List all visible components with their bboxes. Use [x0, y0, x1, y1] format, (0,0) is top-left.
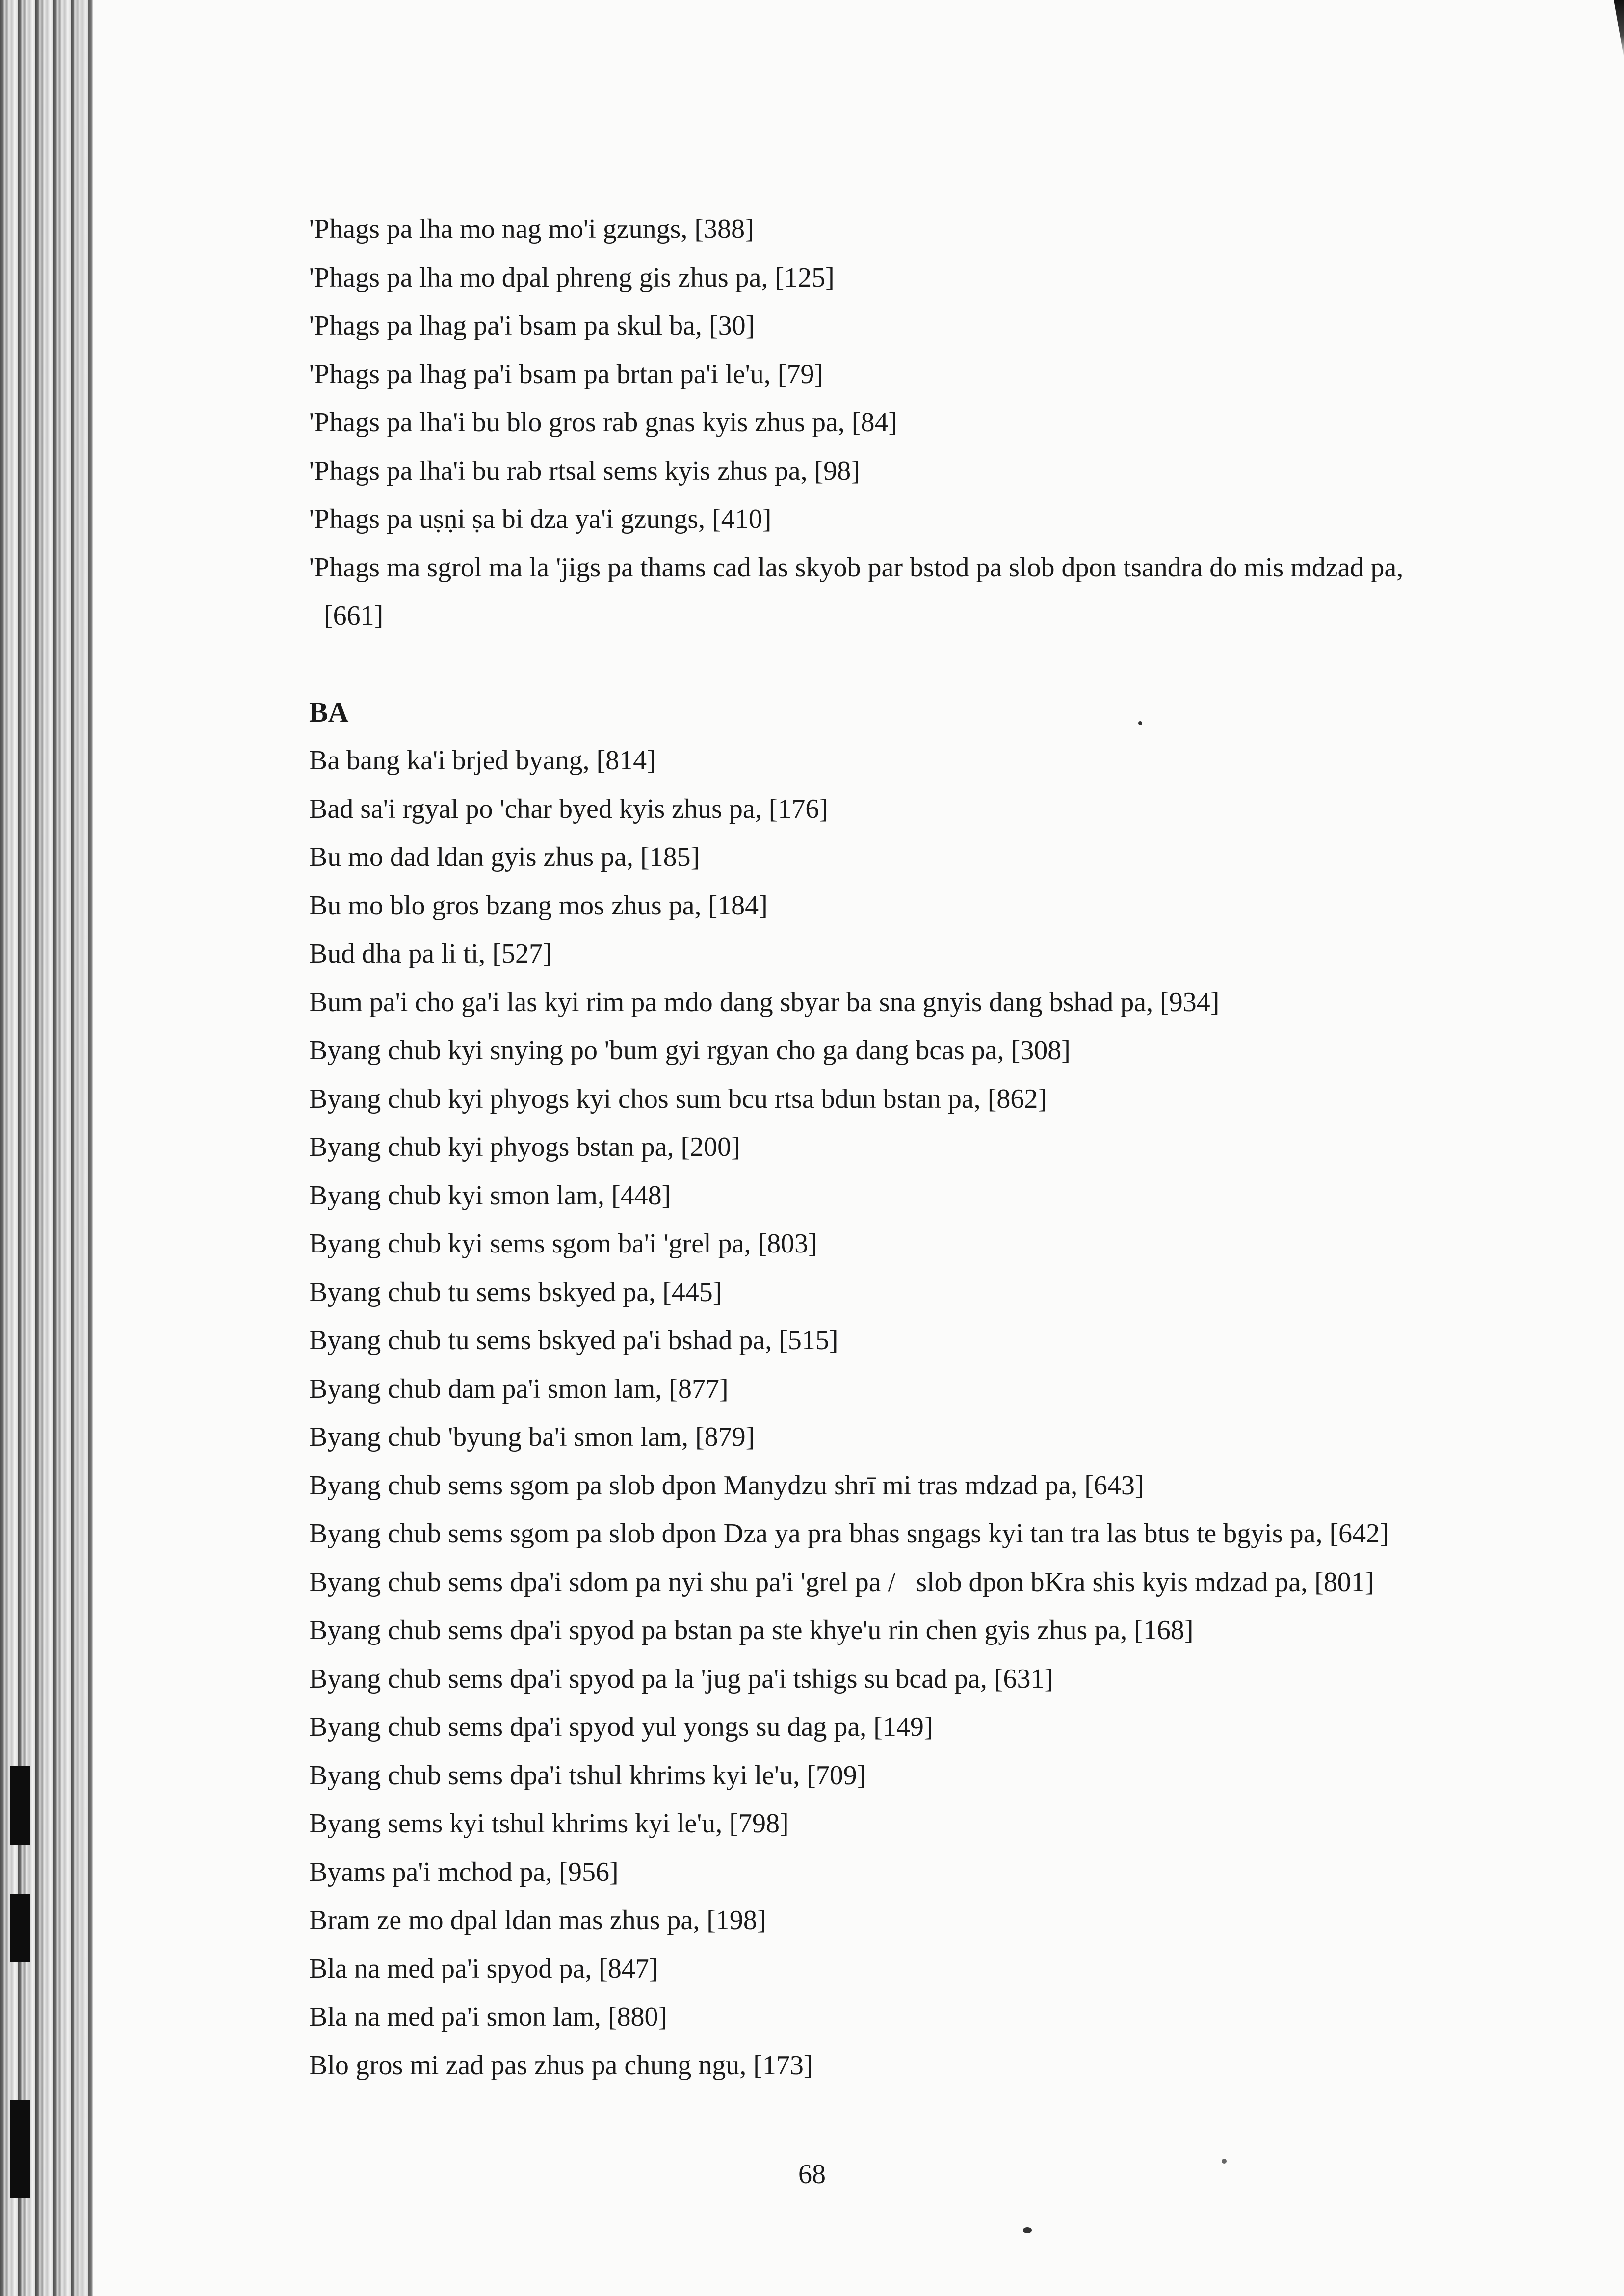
index-entry: Byang sems kyi tshul khrims kyi le'u, [798] [309, 1808, 789, 1839]
index-entry: Bla na med pa'i spyod pa, [847] [309, 1953, 658, 1984]
index-entry: Byang chub 'byung ba'i smon lam, [879] [309, 1422, 755, 1452]
entries-ba-list [309, 736, 1565, 2089]
index-entry: 'Phags pa lha mo dpal phreng gis zhus pa, [125] [309, 262, 835, 293]
index-entry: Byams pa'i mchod pa, [956] [309, 1856, 619, 1887]
index-entry: 'Phags pa lhag pa'i bsam pa brtan pa'i le'u, [79] [309, 359, 824, 390]
scan-corner-mark [1609, 0, 1624, 59]
index-entry: Byang chub sems dpa'i spyod pa la 'jug pa'i tshigs su bcad pa, [631] [309, 1663, 1054, 1694]
index-entry: 'Phags pa lha mo nag mo'i gzungs, [388] [309, 214, 754, 244]
index-entry: Byang chub kyi phyogs bstan pa, [200] [309, 1132, 740, 1162]
index-entry: 'Phags pa lhag pa'i bsam pa skul ba, [30] [309, 311, 755, 341]
index-entry: Byang chub sems dpa'i tshul khrims kyi le'u, [709] [309, 1760, 866, 1791]
index-entry: Bu mo dad ldan gyis zhus pa, [185] [309, 842, 700, 872]
index-entry-continuation: [661] [324, 600, 384, 631]
section-heading: BA [309, 696, 349, 728]
entries-top-list [309, 205, 1565, 640]
page-number: 68 [798, 2159, 826, 2190]
index-entry: Byang chub sems sgom pa slob dpon Dza ya pra bhas sngags kyi tan tra las btus te bgyis pa, [642] [309, 1518, 1389, 1549]
index-entry: Byang chub sems dpa'i spyod pa bstan pa ste khye'u rin chen gyis zhus pa, [168] [309, 1615, 1194, 1645]
index-entry: Byang chub tu sems bskyed pa'i bshad pa, [515] [309, 1325, 838, 1356]
index-entry: Bram ze mo dpal ldan mas zhus pa, [198] [309, 1905, 766, 1935]
index-entry: 'Phags pa lha'i bu blo gros rab gnas kyis zhus pa, [84] [309, 407, 898, 438]
index-entry-line: 'Phags ma sgrol ma la 'jigs pa thams cad las skyob par bstod pa slob dpon tsandra do mis mdzad pa, [309, 552, 1404, 583]
index-entry: Byang chub kyi snying po 'bum gyi rgyan cho ga dang bcas pa, [308] [309, 1035, 1071, 1066]
index-entry-wrapped [309, 544, 1565, 640]
binding-tab-mark [10, 1894, 30, 1962]
scan-speck [1023, 2227, 1032, 2233]
index-entry: Byang chub tu sems bskyed pa, [445] [309, 1277, 722, 1307]
index-entry: Blo gros mi zad pas zhus pa chung ngu, [173] [309, 2050, 813, 2081]
scan-speck [1222, 2159, 1227, 2164]
index-entry: Byang chub sems dpa'i spyod yul yongs su dag pa, [149] [309, 1712, 933, 1742]
index-entry: 'Phags pa uṣṇi ṣa bi dza ya'i gzungs, [410] [309, 504, 772, 534]
index-entry: Bud dha pa li ti, [527] [309, 939, 552, 969]
index-entry: Byang chub kyi sems sgom ba'i 'grel pa, [803] [309, 1228, 817, 1259]
binding-tab-mark [10, 1766, 30, 1845]
index-entry: Byang chub dam pa'i smon lam, [877] [309, 1373, 729, 1404]
index-entry: Byang chub sems sgom pa slob dpon Manydzu shrī mi tras mdzad pa, [643] [309, 1470, 1144, 1501]
index-entry: Ba bang ka'i brjed byang, [814] [309, 745, 656, 776]
index-entry: Bum pa'i cho ga'i las kyi rim pa mdo dang sbyar ba sna gnyis dang bshad pa, [934] [309, 987, 1220, 1018]
index-entry: Byang chub sems dpa'i sdom pa nyi shu pa'i 'grel pa / slob dpon bKra shis kyis mdzad pa, [801] [309, 1566, 1374, 1597]
index-entry: Bad sa'i rgyal po 'char byed kyis zhus pa, [176] [309, 793, 829, 824]
index-entry: Bu mo blo gros bzang mos zhus pa, [184] [309, 890, 768, 921]
index-page-content [309, 205, 1565, 2089]
scan-speck [1138, 721, 1142, 725]
index-entry: 'Phags pa lha'i bu rab rtsal sems kyis zhus pa, [98] [309, 455, 860, 486]
index-entry: Byang chub kyi smon lam, [448] [309, 1180, 671, 1211]
index-entry: Bla na med pa'i smon lam, [880] [309, 2002, 668, 2032]
index-entry: Byang chub kyi phyogs kyi chos sum bcu rtsa bdun bstan pa, [862] [309, 1083, 1048, 1114]
